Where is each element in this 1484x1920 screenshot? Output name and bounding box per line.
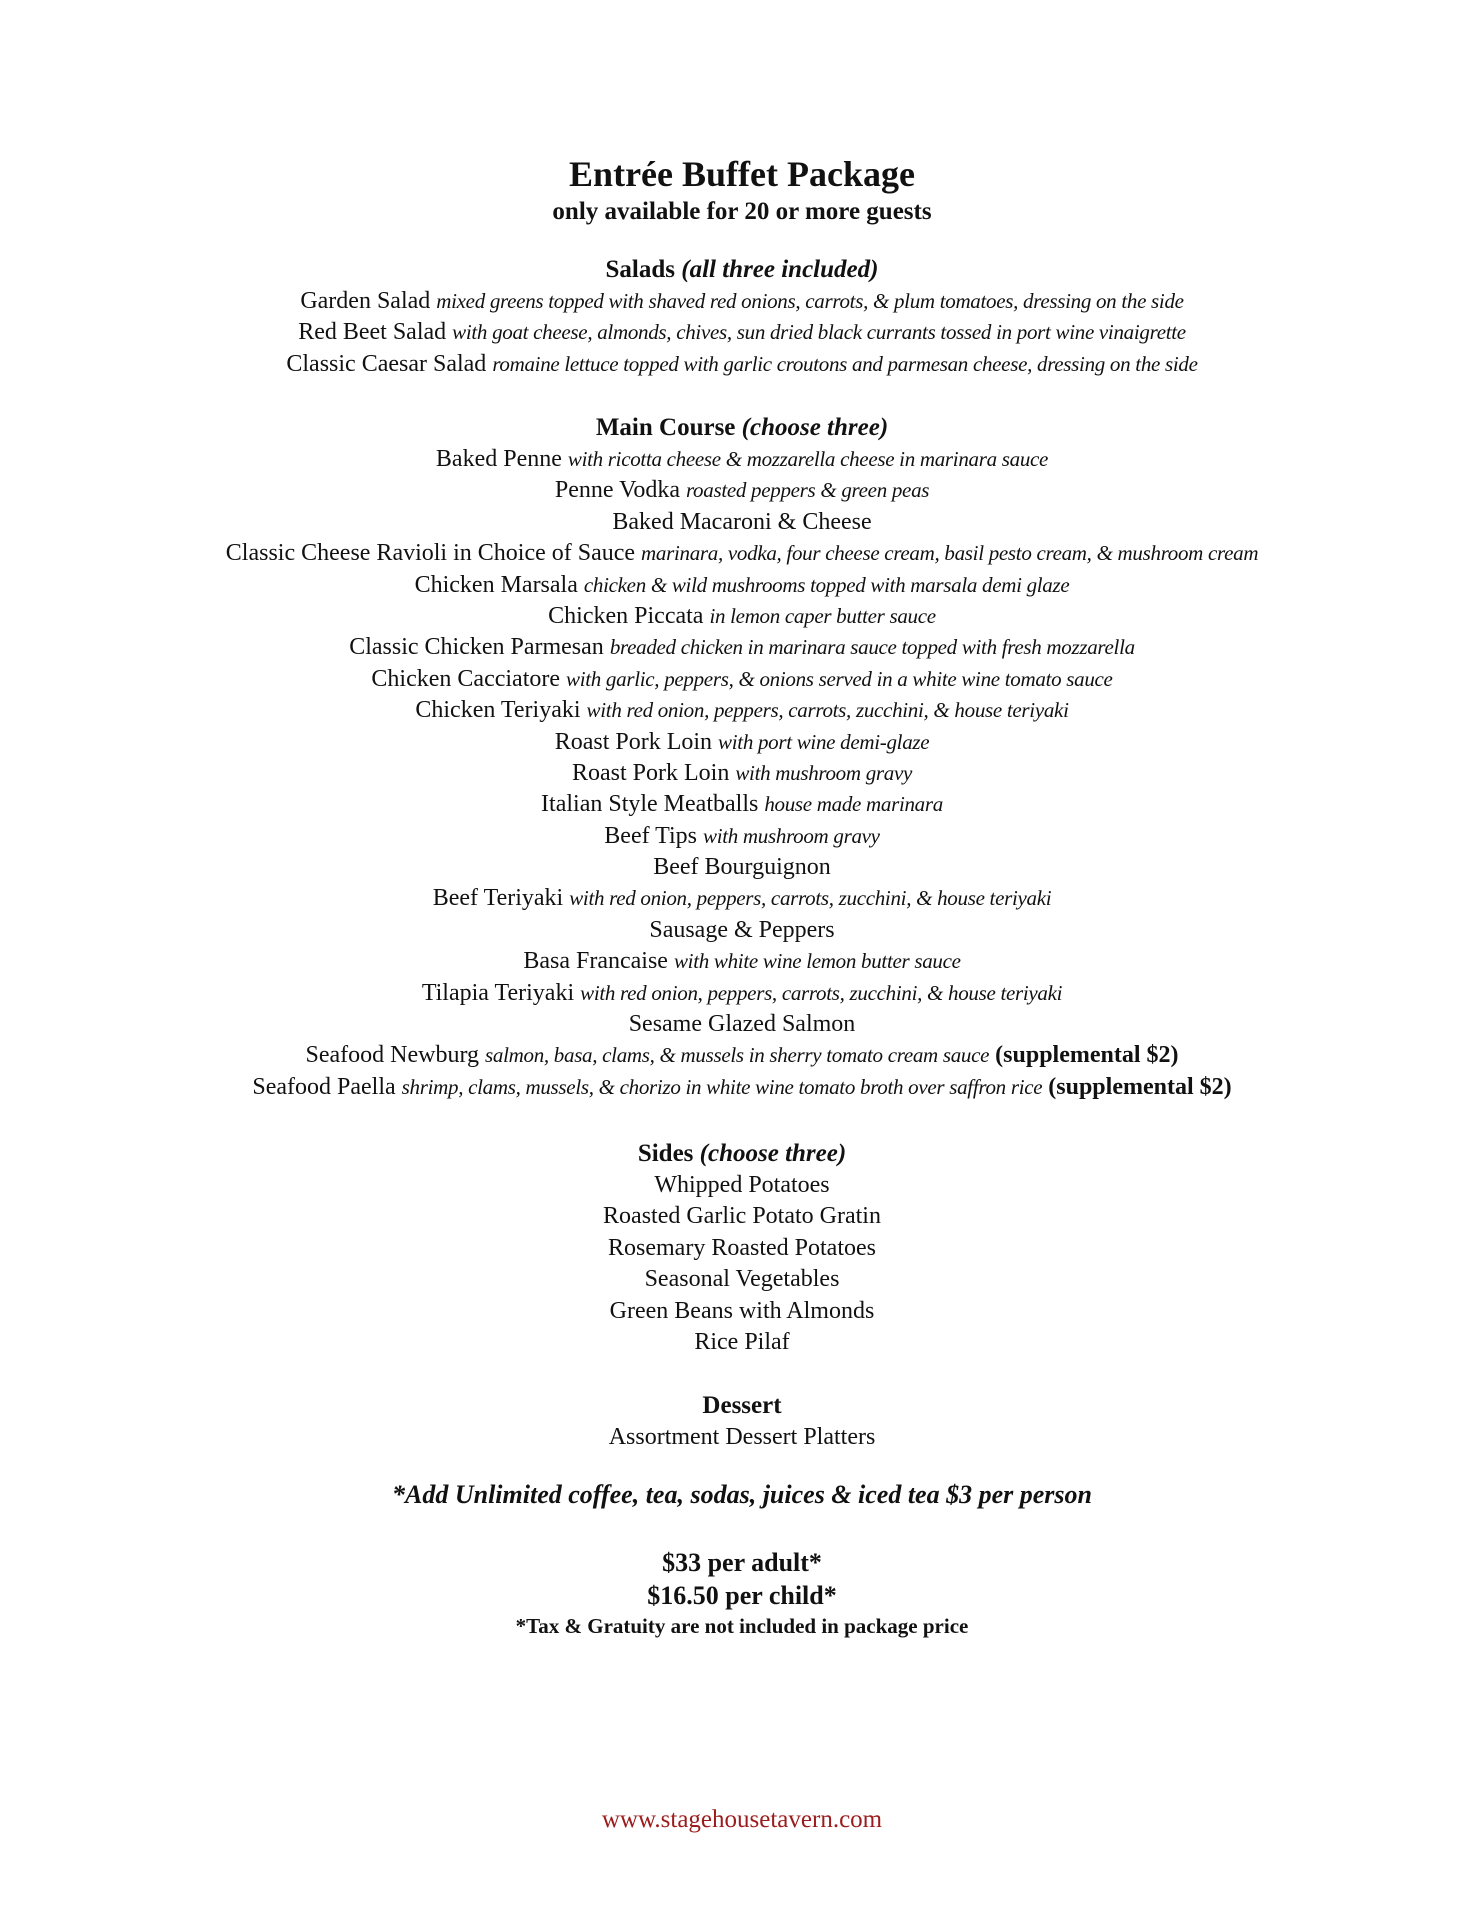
dish-description: marinara, vodka, four cheese cream, basil pesto cream, & mushroom cream [641,541,1259,566]
dish-description: shrimp, clams, mussels, & chorizo in white wine tomato broth over saffron rice [401,1074,1043,1099]
dish-name: Chicken Cacciatore [371,665,560,692]
main-course-item [0,727,1484,758]
dish-name: Sausage & Peppers [649,916,835,943]
main-course-heading-note: (choose three) [741,414,889,441]
dish-name: Beef Bourguignon [653,854,831,881]
dish-description: with white wine lemon butter sauce [673,949,961,974]
tax-gratuity-note: *Tax & Gratuity are not included in package price [515,1614,969,1638]
dish-name: Chicken Piccata [548,602,704,629]
main-course-item [0,664,1484,695]
dish-description: with red onion, peppers, carrots, zucchini, & house teriyaki [586,698,1069,723]
dessert-heading: Dessert [702,1392,782,1419]
side-item: Roasted Garlic Potato Gratin [603,1203,881,1230]
salad-item [0,349,1484,380]
main-course-item [0,695,1484,726]
main-course-item [0,1009,1484,1040]
main-course-item [0,538,1484,569]
sides-heading [0,1138,1484,1170]
sides-heading-label: Sides [637,1140,694,1167]
dish-description: chicken & wild mushrooms topped with marsala demi glaze [583,572,1070,597]
dish-description: roasted peppers & green peas [685,478,930,503]
main-course-item [0,821,1484,852]
page-subtitle: only available for 20 or more guests [552,198,932,225]
salad-name: Garden Salad [300,288,431,314]
dish-description: with mushroom gravy [703,823,880,848]
dish-name: Seafood Paella [252,1073,396,1100]
dish-name: Beef Teriyaki [432,885,564,912]
dish-name: Tilapia Teriyaki [421,979,575,1006]
main-course-item [0,852,1484,883]
dish-name: Classic Cheese Ravioli in Choice of Sauce [225,540,636,567]
dish-name: Seafood Newburg [305,1042,480,1069]
side-item: Rosemary Roasted Potatoes [608,1234,876,1261]
dish-name: Sesame Glazed Salmon [628,1011,856,1038]
salad-description: with goat cheese, almonds, chives, sun dried black currants tossed in port wine vinaigrette [452,320,1186,345]
dish-name: Baked Macaroni & Cheese [612,508,872,535]
dish-description: in lemon caper butter sauce [709,603,936,628]
dish-description: salmon, basa, clams, & mussels in sherry tomato cream sauce [485,1043,990,1068]
salad-description: mixed greens topped with shaved red onions, carrots, & plum tomatoes, dressing on the side [436,289,1184,313]
sides-heading-note: (choose three) [699,1140,847,1167]
dish-name: Roast Pork Loin [571,759,730,786]
main-course-item [0,632,1484,663]
salad-description: romaine lettuce topped with garlic croutons and parmesan cheese, dressing on the side [492,351,1198,376]
salads-heading-label: Salads [605,256,675,283]
dish-name: Baked Penne [435,446,562,472]
main-course-heading [0,412,1484,444]
dish-description: with mushroom gravy [735,760,913,785]
main-course-item [0,978,1484,1009]
main-course-item [0,1072,1484,1103]
main-course-section [0,412,1484,1103]
side-item: Whipped Potatoes [654,1172,830,1198]
main-course-item [0,570,1484,601]
main-course-item [0,946,1484,977]
main-course-item [0,883,1484,914]
salads-heading [0,254,1484,286]
main-course-item [0,1040,1484,1071]
side-item: Seasonal Vegetables [644,1266,840,1293]
main-course-item [0,915,1484,946]
dish-description: with port wine demi-glaze [718,729,930,754]
salad-item [0,286,1484,317]
dish-description: with ricotta cheese & mozzarella cheese in marinara sauce [567,447,1049,471]
salad-item [0,317,1484,348]
dish-description: with red onion, peppers, carrots, zucchini, & house teriyaki [580,980,1063,1005]
dish-description: with garlic, peppers, & onions served in a white wine tomato sauce [566,666,1113,691]
dessert-item: Assortment Dessert Platters [608,1424,876,1450]
dish-description: house made marinara [764,792,943,817]
dish-name: Beef Tips [604,822,697,849]
side-item: Green Beans with Almonds [609,1297,875,1324]
salad-name: Red Beet Salad [298,319,447,346]
dish-description: with red onion, peppers, carrots, zucchini, & house teriyaki [569,886,1052,911]
dish-name: Penne Vodka [554,477,680,504]
supplemental-charge: (supplemental $2) [1048,1073,1232,1100]
website-link[interactable]: www.stagehousetavern.com [601,1806,883,1833]
main-course-item [0,444,1484,475]
dish-name: Classic Chicken Parmesan [349,634,604,661]
sides-section [0,1138,1484,1358]
main-course-heading-label: Main Course [595,414,736,441]
salad-name: Classic Caesar Salad [286,350,487,377]
dish-name: Italian Style Meatballs [541,791,759,818]
salads-section [0,254,1484,380]
dish-name: Roast Pork Loin [554,728,713,755]
main-course-item [0,758,1484,789]
main-course-item [0,789,1484,820]
adult-price: $33 per adult* [662,1548,822,1577]
main-course-item [0,507,1484,538]
dessert-section [0,1390,1484,1453]
main-course-item [0,601,1484,632]
dish-name: Basa Francaise [523,948,668,975]
supplemental-charge: (supplemental $2) [995,1042,1179,1069]
main-course-item [0,475,1484,506]
child-price: $16.50 per child* [647,1581,837,1610]
side-item: Rice Pilaf [694,1328,790,1355]
page-title: Entrée Buffet Package [569,154,915,194]
dish-description: breaded chicken in marinara sauce topped with fresh mozzarella [609,635,1135,660]
dish-name: Chicken Marsala [414,571,578,598]
salads-heading-note: (all three included) [681,256,879,283]
beverage-addon-note: *Add Unlimited coffee, tea, sodas, juices & iced tea $3 per person [392,1480,1092,1509]
dish-name: Chicken Teriyaki [415,697,581,724]
